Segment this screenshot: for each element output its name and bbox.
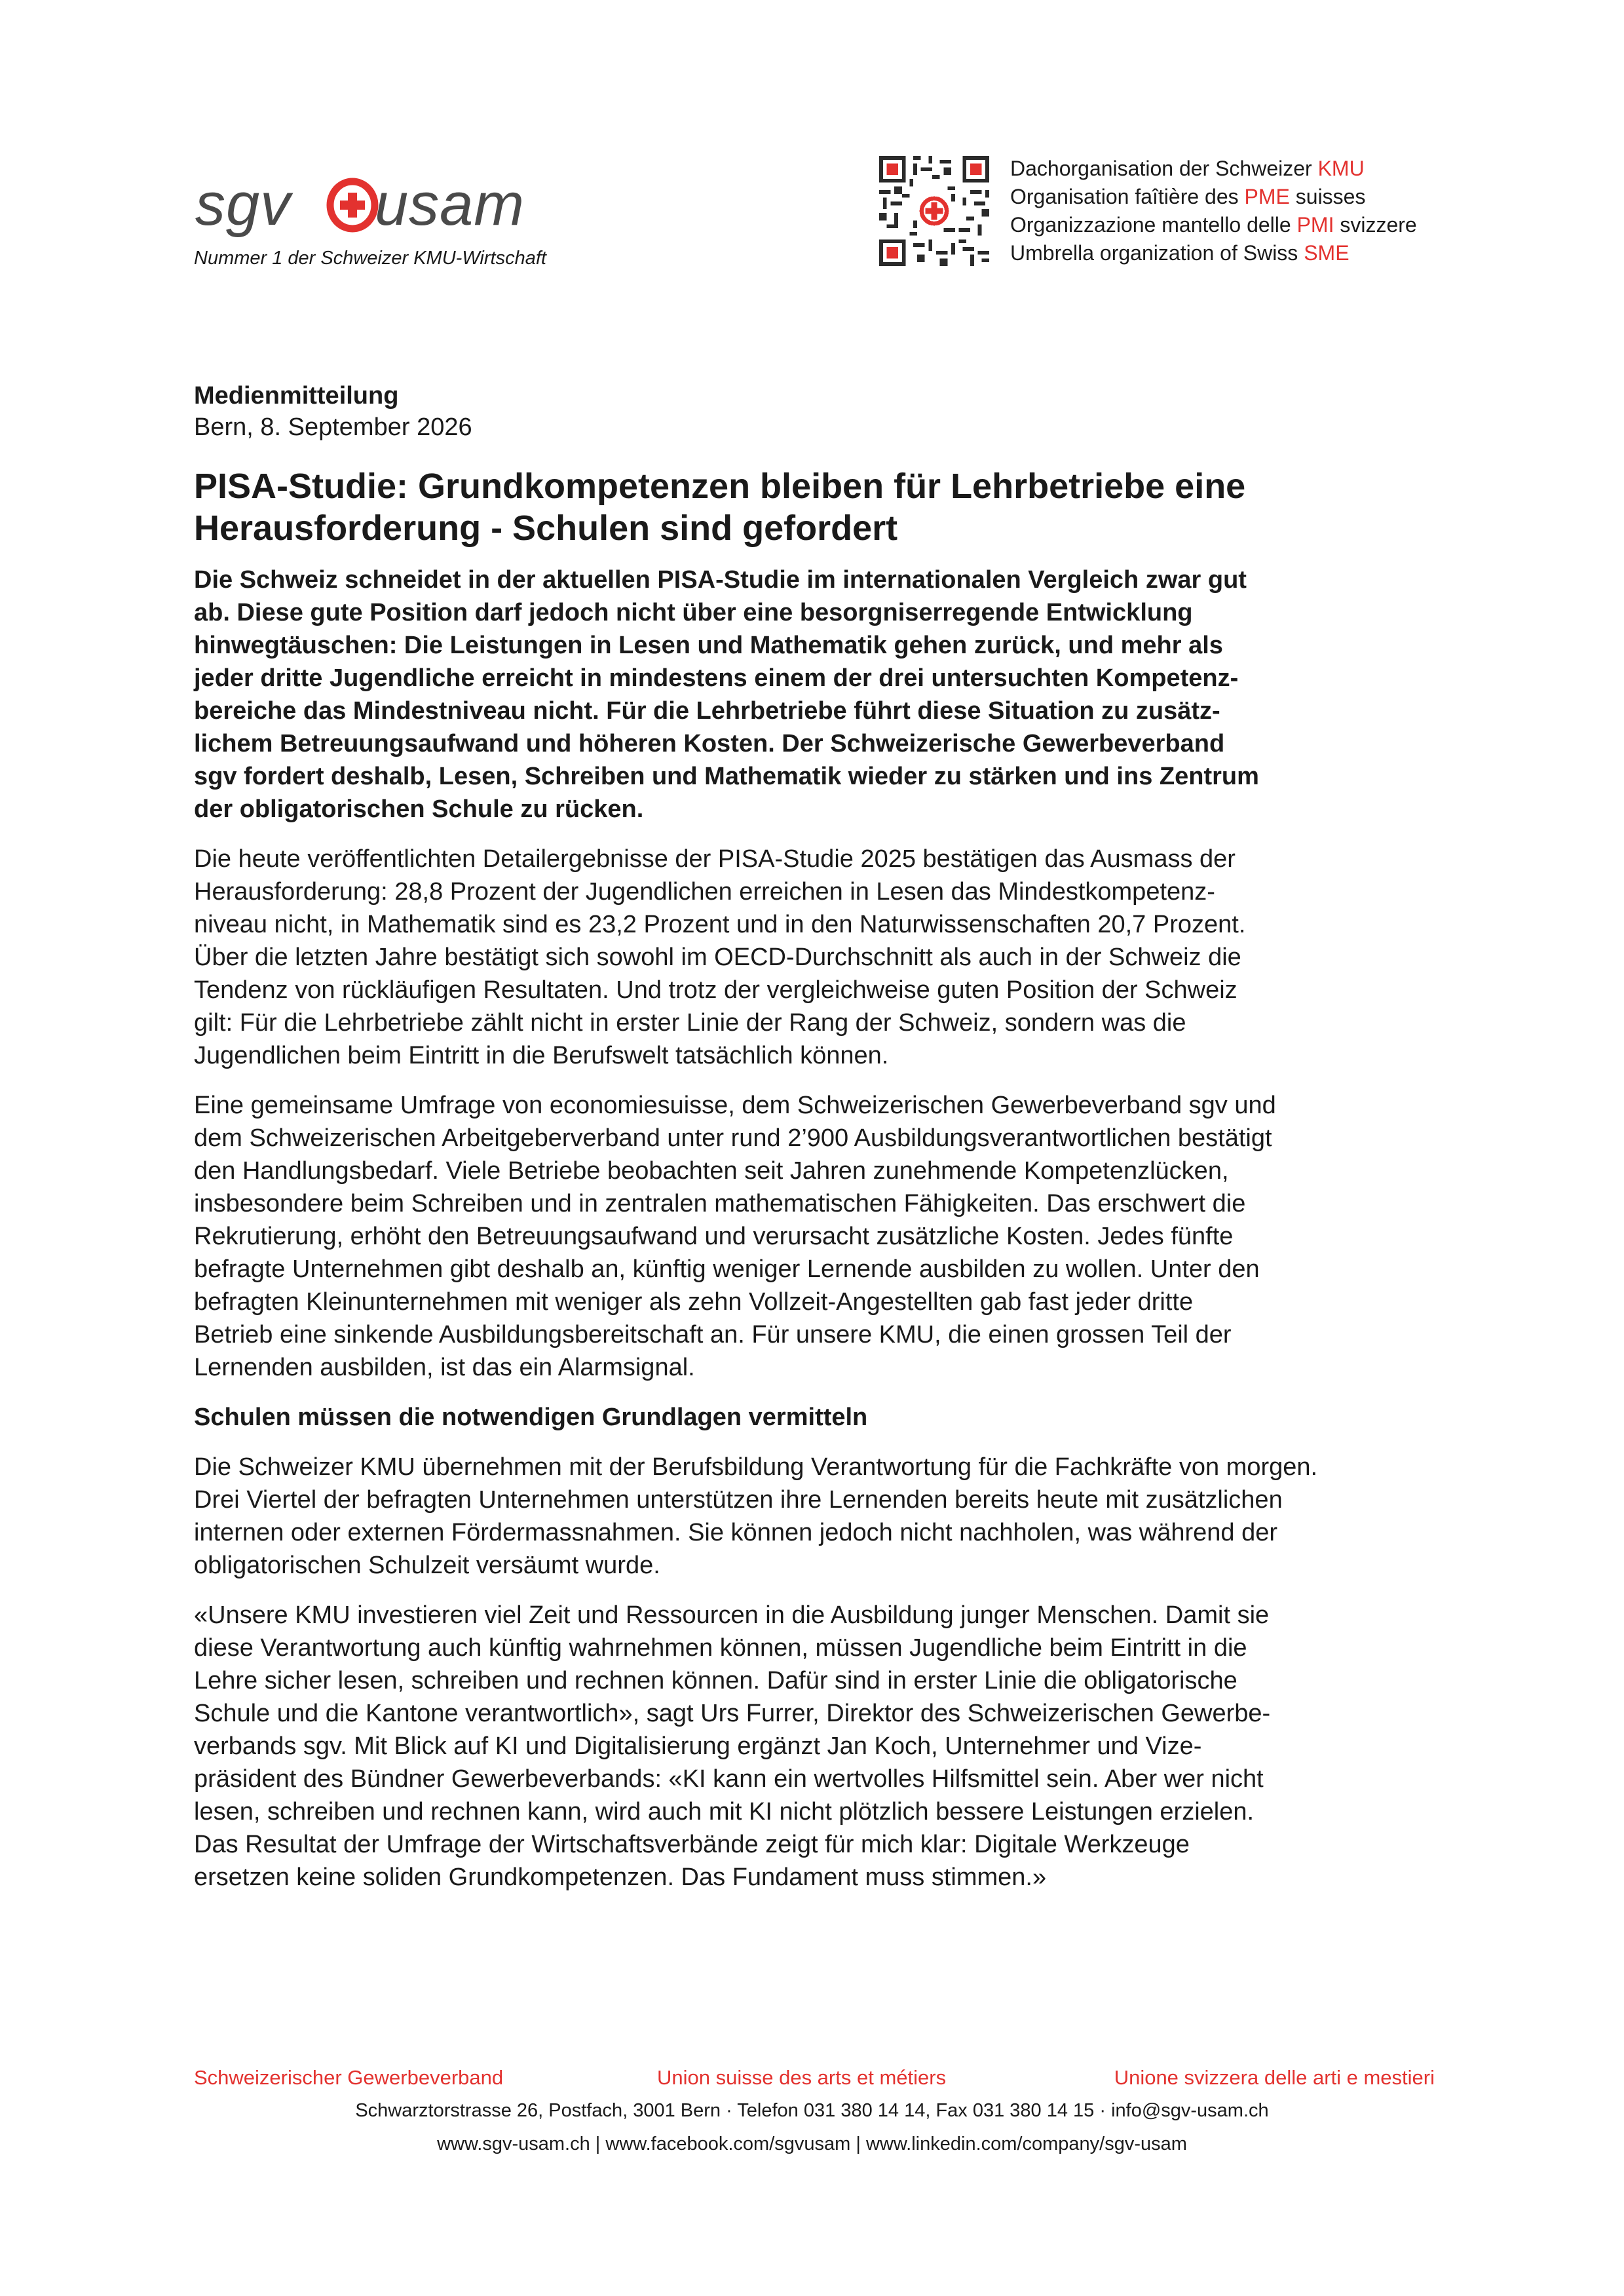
- lead-paragraph: Die Schweiz schneidet in der aktuellen PISA-Studie im internationalen Vergleich zwar gut ab. Diese gute Position darf jedoch nicht über eine besorgniserregende Entwicklung hinwegtäuschen: Die Leistungen in Lesen und Mathematik gehen zurück, und mehr als jeder dritte Jugendliche erreicht in mindestens einem der drei untersuchten Kompetenz- bereiche das Mindestniveau nicht. Für die Lehrbetriebe führt diese Situation zu zusätz- lichem Betreuungsaufwand und höheren Kosten. Der Schweizerische Gewerbeverband sgv fordert deshalb, Lesen, Schreiben und Mathematik wieder zu stärken und ins Zentrum der obligatorischen Schule zu rücken.: [194, 566, 1259, 823]
- org-line-fr: Organisation faîtière des PME suisses: [1010, 185, 1366, 208]
- document-date: Bern, 8. September 2026: [194, 413, 472, 441]
- press-release-body: [194, 380, 1439, 1894]
- footer-web-links[interactable]: www.sgv-usam.ch | www.facebook.com/sgvusam | www.linkedin.com/company/sgv-usam: [437, 2133, 1187, 2154]
- footer-org-de: Schweizerischer Gewerbeverband: [194, 2066, 504, 2089]
- footer-org-it: Unione svizzera delle arti e mestieri: [1114, 2066, 1435, 2089]
- qr-code-icon[interactable]: [879, 156, 989, 266]
- org-line-it: Organizzazione mantello delle PMI svizzere: [1010, 213, 1417, 237]
- org-line-de: Dachorganisation der Schweizer KMU: [1010, 157, 1365, 180]
- logo-text-sgv: sgv: [195, 171, 292, 238]
- logo-tagline: Nummer 1 der Schweizer KMU-Wirtschaft: [194, 248, 546, 269]
- paragraph-pisa-results: Die heute veröffentlichten Detailergebnisse der PISA-Studie 2025 bestätigen das Ausmass der Herausforderung: 28,8 Prozent der Jugendlichen erreichen in Lesen das Mindestkompetenz- niveau nicht, in Mathematik sind es 23,2 Prozent und in den Naturwissenschaften 20,7 Prozent. Über die letzten Jahre bestätigt sich sowohl im OECD-Durchschnitt als auch in der Schweiz die Tendenz von rückläufigen Resultaten. Und trotz der vergleichweise guten Position der Schweiz gilt: Für die Lehrbetriebe zählt nicht in erster Linie der Rang der Schweiz, sondern was die Jugendlichen beim Eintritt in die Berufswelt tatsächlich können.: [194, 845, 1246, 1069]
- organization-description: [1010, 155, 1417, 267]
- footer-address[interactable]: Schwarztorstrasse 26, Postfach, 3001 Bern · Telefon 031 380 14 14, Fax 031 380 14 15 · info@sgv-usam.ch: [355, 2100, 1269, 2121]
- paragraph-survey: Eine gemeinsame Umfrage von economiesuisse, dem Schweizerischen Gewerbeverband sgv und dem Schweizerischen Arbeitgeberverband unter rund 2’900 Ausbildungsverantwortlichen bestätigt den Handlungsbedarf. Viele Betriebe beobachten seit Jahren zunehmende Kompetenzlücken, insbesondere beim Schreiben und in zentralen mathematischen Fähigkeiten. Das erschwert die Rekrutierung, erhöht den Betreuungsaufwand und verursacht zusätzliche Kosten. Jedes fünfte befragte Unternehmen gibt deshalb an, künftig weniger Lernende ausbilden zu wollen. Unter den befragten Kleinunternehmen mit weniger als zehn Vollzeit-Angestellten gab fast jeder dritte Betrieb eine sinkende Ausbildungsbereitschaft an. Für unsere KMU, die einen grossen Teil der Lernenden ausbilden, ist das ein Alarmsignal.: [194, 1092, 1276, 1381]
- paragraph-kmu-responsibility: Die Schweizer KMU übernehmen mit der Berufsbildung Verantwortung für die Fachkräfte von morgen. Drei Viertel der befragten Unternehmen unterstützen ihre Lernenden bereits heute mit zusätzlichen internen oder externen Fördermassnahmen. Sie können jedoch nicht nachholen, was während der obligatorischen Schulzeit versäumt wurde.: [194, 1453, 1318, 1579]
- swiss-cross-logo-icon: [325, 176, 380, 235]
- page-title: PISA-Studie: Grundkompetenzen bleiben für Lehrbetriebe eine Herausforderung - Schulen sind gefordert: [194, 467, 1246, 548]
- footer-organizations: [194, 2066, 1435, 2095]
- section-heading: Schulen müssen die notwendigen Grundlagen vermitteln: [194, 1404, 868, 1431]
- logo-text-usam: usam: [375, 171, 525, 238]
- footer-org-fr: Union suisse des arts et métiers: [657, 2066, 947, 2089]
- document-type-label: Medienmitteilung: [194, 382, 399, 410]
- org-line-en: Umbrella organization of Swiss SME: [1010, 241, 1350, 265]
- paragraph-quote: «Unsere KMU investieren viel Zeit und Ressourcen in die Ausbildung junger Menschen. Damit sie diese Verantwortung auch künftig wahrnehmen können, müssen Jugendliche beim Eintritt in die Lehre sicher lesen, schreiben und rechnen können. Dafür sind in erster Linie die obligatorische Schule und die Kantone verantwortlich», sagt Urs Furrer, Direktor des Schweizerischen Gewerbe- verbands sgv. Mit Blick auf KI und Digitalisierung ergänzt Jan Koch, Unternehmer und Vize- präsident des Bündner Gewerbeverbands: «KI kann ein wertvolles Hilfsmittel sein. Aber wer nicht lesen, schreiben und rechnen kann, wird auch mit KI nicht plötzlich bessere Leistungen erzielen. Das Resultat der Umfrage der Wirtschaftsverbände zeigt für mich klar: Digitale Werkzeuge ersetzen keine soliden Grundkompetenzen. Das Fundament muss stimmen.»: [194, 1601, 1271, 1891]
